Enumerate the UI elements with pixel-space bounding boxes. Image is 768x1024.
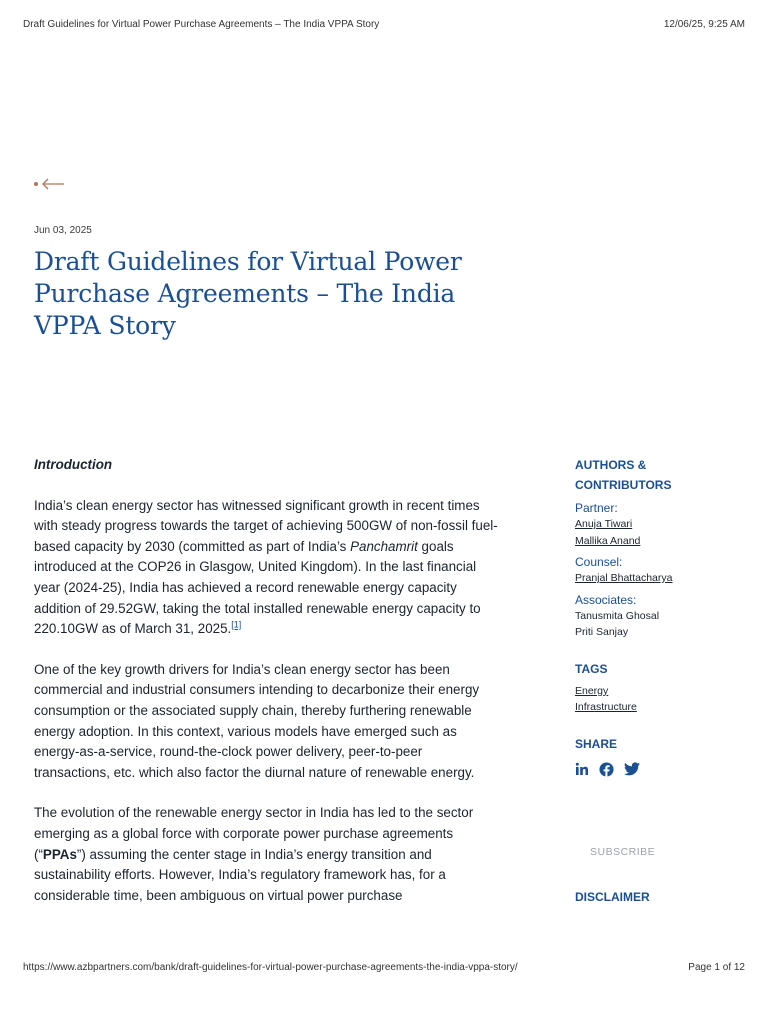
paragraph-1-text-a: India’s clean energy sector has witnessed significant growth in recent times with steady progress towards the target of achieving 500GW of non-fossil fuel-based capacity by 2030 (committed as part of India’s [34, 497, 498, 554]
print-footer-url: https://www.azbpartners.com/bank/draft-guidelines-for-virtual-power-purchase-agreements-the-india-vppa-story/ [23, 962, 518, 973]
authors-heading: AUTHORS & CONTRIBUTORS [575, 458, 672, 492]
author-link[interactable]: Anuja Tiwari [575, 518, 633, 530]
footnote-link[interactable]: [1] [231, 619, 242, 630]
tag-link[interactable]: Energy [575, 684, 609, 697]
sidebar [575, 455, 745, 777]
back-arrow-icon[interactable] [33, 176, 67, 192]
subscribe-button[interactable]: SUBSCRIBE [590, 846, 656, 858]
facebook-icon[interactable] [599, 762, 614, 777]
twitter-icon[interactable] [624, 762, 640, 776]
article-date: Jun 03, 2025 [34, 225, 92, 236]
associate-name: Tanusmita Ghosal [575, 609, 660, 622]
print-footer-page: Page 1 of 12 [688, 962, 745, 973]
partner-label: Partner: [575, 501, 618, 515]
paragraph-1-text-b: goals introduced at the COP26 in Glasgow, United Kingdom). In the last financial year (2024-25), India has achieved a record renewable energy capacity addition of 29.52GW, taking the total installed renewable energy capacity to 220.10GW as of March 31, 2025. [34, 538, 481, 637]
counsel-label: Counsel: [575, 555, 623, 569]
paragraph-3-text-b: ”) assuming the center stage in India’s energy transition and sustainability efforts. However, India’s regulatory framework has, for a considerable time, been ambiguous on virtual power purchase [34, 846, 446, 903]
tag-link[interactable]: Infrastructure [575, 701, 637, 713]
paragraph-3-text-a: The evolution of the renewable energy sector in India has led to the sector emerging as a global force with corporate power purchase agreements (“ [34, 805, 474, 862]
disclaimer-link[interactable]: DISCLAIMER [575, 890, 650, 904]
article-title: Draft Guidelines for Virtual Power Purchase Agreements – The India VPPA Story [34, 247, 462, 340]
associates-label: Associates: [575, 592, 637, 607]
tag-list [575, 683, 745, 716]
paragraph-1-emphasis: Panchamrit [350, 538, 418, 554]
print-header-title: Draft Guidelines for Virtual Power Purchase Agreements – The India VPPA Story [23, 19, 380, 30]
associate-name: Priti Sanjay [575, 626, 629, 638]
linkedin-icon[interactable] [575, 762, 589, 776]
author-link[interactable]: Pranjal Bhattacharya [575, 572, 673, 584]
paragraph-1 [34, 496, 499, 640]
print-header-timestamp: 12/06/25, 9:25 AM [663, 19, 745, 30]
paragraph-3 [34, 803, 499, 906]
paragraph-3-strong: PPAs [42, 846, 77, 862]
share-heading: SHARE [575, 736, 618, 751]
author-link[interactable]: Mallika Anand [575, 534, 641, 547]
article-body [34, 455, 499, 926]
intro-heading: Introduction [34, 457, 113, 472]
paragraph-2: One of the key growth drivers for India’s clean energy sector has been commercial and industrial consumers intending to decarbonize their energy consumption or the associated supply chain, thereby furthering renewable energy adoption. In this context, various models have emerged such as energy-as-a-service, round-the-clock power delivery, peer-to-peer transactions, etc. which also factor the diurnal nature of renewable energy. [34, 661, 480, 780]
tags-heading: TAGS [575, 661, 608, 676]
share-icons [575, 762, 745, 777]
